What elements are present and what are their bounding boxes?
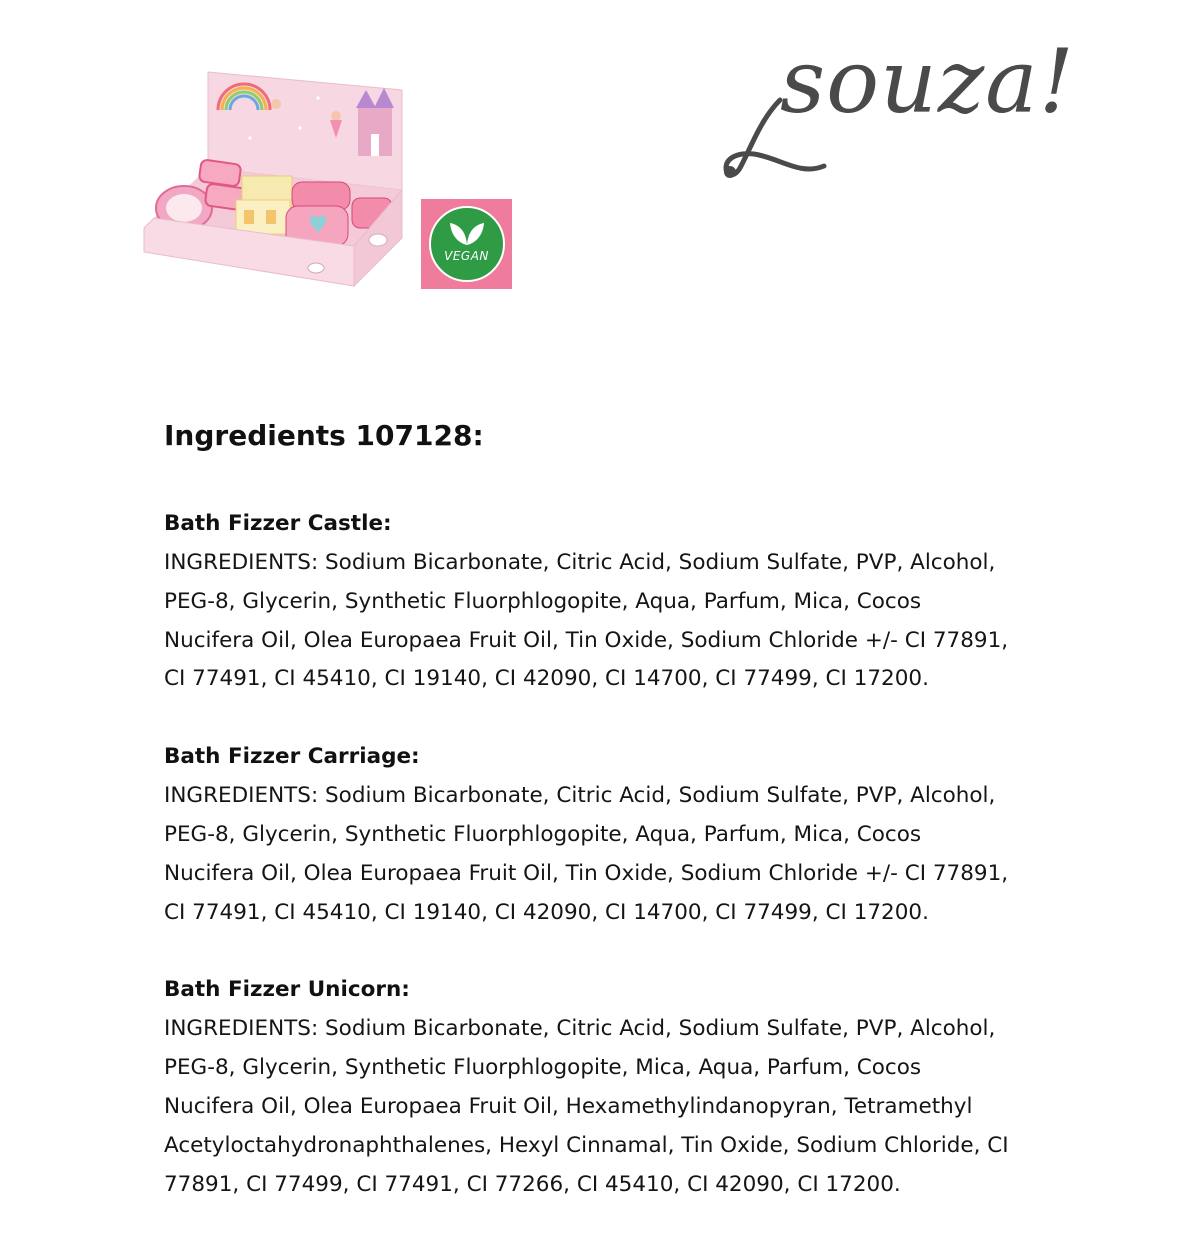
document-title: Ingredients 107128:	[164, 419, 484, 452]
text-line: PEG-8, Glycerin, Synthetic Fluorphlogopite, Aqua, Parfum, Mica, Cocos	[164, 821, 922, 847]
section-castle	[164, 504, 1044, 699]
text-line: Nucifera Oil, Olea Europaea Fruit Oil, Hexamethylindanopyran, Tetramethyl	[164, 1093, 973, 1119]
section-carriage	[164, 737, 1044, 932]
brand-logo	[720, 20, 1076, 195]
text-line: CI 77491, CI 45410, CI 19140, CI 42090, CI 14700, CI 77499, CI 17200.	[164, 666, 929, 692]
ingredients-text	[164, 1010, 1044, 1204]
section-unicorn	[164, 970, 1044, 1204]
vegan-seal	[429, 206, 505, 282]
vegan-label: VEGAN	[444, 249, 489, 263]
text-line: INGREDIENTS: Sodium Bicarbonate, Citric Acid, Sodium Sulfate, PVP, Alcohol,	[164, 783, 996, 809]
text-line: INGREDIENTS: Sodium Bicarbonate, Citric Acid, Sodium Sulfate, PVP, Alcohol,	[164, 550, 996, 575]
text-line: Nucifera Oil, Olea Europaea Fruit Oil, Tin Oxide, Sodium Chloride +/- CI 77891,	[164, 627, 1009, 653]
logo-swash-icon	[720, 80, 850, 190]
text-line: PEG-8, Glycerin, Synthetic Fluorphlogopite, Mica, Aqua, Parfum, Cocos	[164, 1055, 922, 1081]
vegan-badge	[421, 199, 512, 289]
section-heading: Bath Fizzer Castle:	[164, 511, 392, 536]
ingredients-document	[164, 414, 1044, 1242]
brand-logo-text: souza!	[780, 30, 1076, 133]
text-line: 77891, CI 77499, CI 77491, CI 77266, CI 45410, CI 42090, CI 17200.	[164, 1171, 901, 1197]
product-display-image	[140, 68, 410, 290]
text-line: PEG-8, Glycerin, Synthetic Fluorphlogopite, Aqua, Parfum, Mica, Cocos	[164, 588, 922, 614]
text-line: INGREDIENTS: Sodium Bicarbonate, Citric Acid, Sodium Sulfate, PVP, Alcohol,	[164, 1016, 996, 1042]
leaves-icon	[448, 221, 486, 247]
text-line: Nucifera Oil, Olea Europaea Fruit Oil, Tin Oxide, Sodium Chloride +/- CI 77891,	[164, 860, 1009, 886]
section-heading: Bath Fizzer Carriage:	[164, 744, 420, 770]
section-heading: Bath Fizzer Unicorn:	[164, 977, 410, 1003]
text-line: Acetyloctahydronaphthalenes, Hexyl Cinnamal, Tin Oxide, Sodium Chloride, CI	[164, 1132, 1009, 1158]
ingredients-text	[164, 544, 1044, 699]
text-line: CI 77491, CI 45410, CI 19140, CI 42090, CI 14700, CI 77499, CI 17200.	[164, 899, 929, 925]
ingredients-text	[164, 777, 1044, 932]
